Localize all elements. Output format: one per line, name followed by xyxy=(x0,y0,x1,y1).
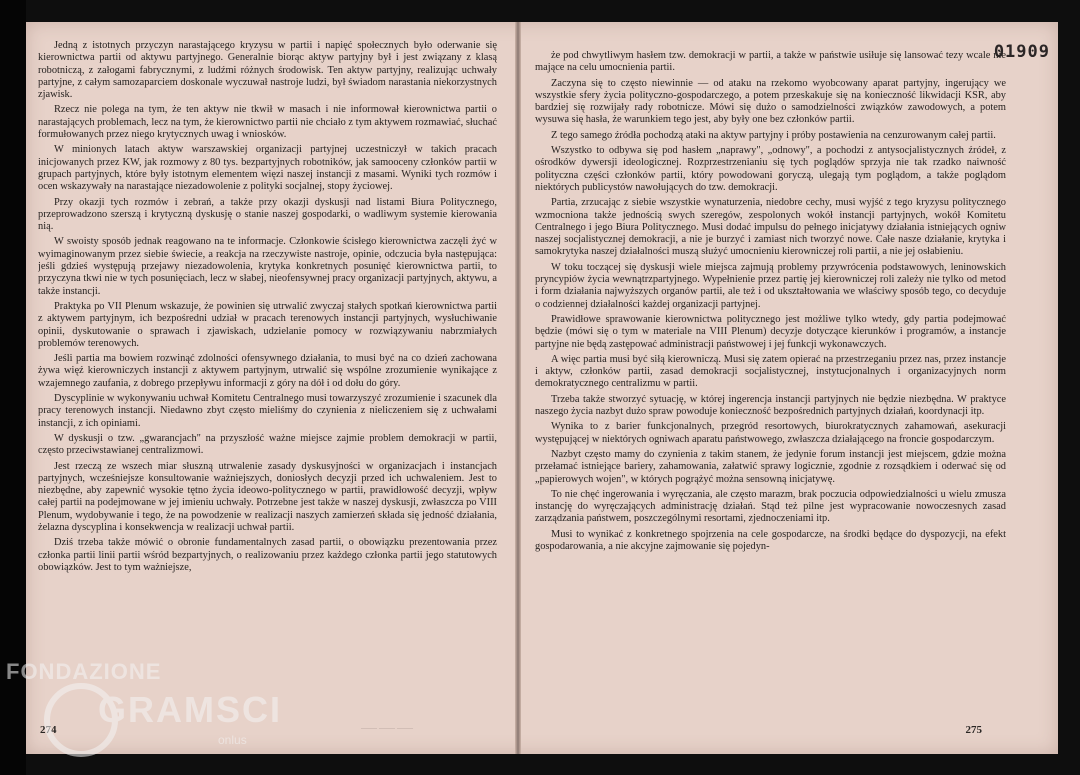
paragraph: Trzeba także stworzyć sytuację, w której ingerencja instancji partyjnych nie będzie niezbędna. W praktyce naszego życia nazbyt dużo spraw powoduje konieczność bezpośrednich partyjnych działań, koordynacji itp. xyxy=(535,393,1006,418)
paragraph: Praktyka po VII Plenum wskazuje, że powinien się utrwalić zwyczaj stałych spotkań kierownictwa partii z aktywem partyjnym, ich bezpośredni udział w pracach terenowych instancji partyjnych, wysłuchiwanie opinii, dyskutowanie o sprawach i zjawiskach, udzielanie pomocy w rozwiązywaniu nabrzmiałych problemów terenowych. xyxy=(38,300,497,349)
paragraph: To nie chęć ingerowania i wyręczania, ale często marazm, brak poczucia odpowiedzialności u wielu zmusza instancję do wyręczających administrację działań. Stąd też pilne jest wypracowanie nowoczesnych zasad zarządzania państwem, poszczególnymi resortami, zjednoczeniami itp. xyxy=(535,488,1006,525)
paragraph: W swoisty sposób jednak reagowano na te informacje. Członkowie ścisłego kierownictwa zaczęli żyć w wyimaginowanym przez siebie świecie, a reakcja na rzeczywiste nastroje, opinie, odczucia była następująca: jeśli gdzieś występują przejawy niezadowolenia, krytyka konkretnych posunięć kierownictwa partii, to przyczyna tkwi nie w tych posunięciach, lecz w słabej, nieofensywnej pracy organizacji partyjnych, aktywu, a także instancji. xyxy=(38,236,497,297)
paragraph: Dziś trzeba także mówić o obronie fundamentalnych zasad partii, o obowiązku prezentowania przez członka partii linii partii wśród bezpartyjnych, o realizowaniu przez każdego członka partii jego statutowych obowiązków. Jest to tym ważniejsze, xyxy=(38,537,497,573)
paragraph: Wynika to z barier funkcjonalnych, przegród resortowych, biurokratycznych zahamowań, asekuracji występującej w niektórych ogniwach aparatu państwowego, zwłaszcza działającego na froncie gospodarczym. xyxy=(535,421,1006,445)
paragraph: A więc partia musi być siłą kierowniczą. Musi się zatem opierać na przestrzeganiu przez nas, przez instancje i aktyw, członków partii, zasad demokracji socjalistycznej, instytucjonalnych i organizacyjnych norm demokratycznego centralizmu w partii. xyxy=(535,353,1006,390)
paragraph: Przy okazji tych rozmów i zebrań, a także przy okazji dyskusji nad listami Biura Politycznego, przeprowadzono szerszą i krytyczną dyskusję o stanie naszej gospodarki, o wadliwym systemie kierowania nią. xyxy=(38,196,497,233)
faint-stamp: —— —— —— xyxy=(361,723,413,732)
paragraph: Musi to wynikać z konkretnego spojrzenia na cele gospodarcze, na środki będące do dyspozycji, na efekt gospodarowania, a nie akcyjne zajmowanie się pojedyn- xyxy=(535,528,1006,552)
paragraph: Dyscyplinie w wykonywaniu uchwał Komitetu Centralnego musi towarzyszyć zrozumienie i szacunek dla pracy terenowych instancji. Niedawno zbyt często mieliśmy do czynienia z nieliczeniem się z uchwałami instancji, z ich opiniami. xyxy=(38,393,497,429)
paragraph: Rzecz nie polega na tym, że ten aktyw nie tkwił w masach i nie informował kierownictwa partii o narastających problemach, lecz na tym, że kierownictwo partii nie chciało z tym aktywem rozmawiać, słuchać formułowanych przez niego krytycznych uwag i wniosków. xyxy=(38,104,497,141)
paragraph: Nazbyt często mamy do czynienia z takim stanem, że jedynie forum instancji jest miejscem, gdzie można przełamać istniejące bariery, zahamowania, załatwić sprawy logicznie, zgodnie z rozsądkiem i oderwać się od „papierowych wojen", w których pogrążyć można sensowną inicjatywę. xyxy=(535,448,1006,485)
right-page-body xyxy=(535,50,1006,702)
watermark-line1: FONDAZIONE xyxy=(6,659,162,684)
watermark-main: GRAMSCI xyxy=(98,689,282,730)
left-page xyxy=(26,22,515,754)
paragraph: że pod chwytliwym hasłem tzw. demokracji w partii, a także w państwie usiłuje się lansować tezy wcale nie mające na celu umocnienia partii. xyxy=(535,50,1006,74)
page-number-left: 274 xyxy=(40,724,57,736)
paragraph: Zaczyna się to często niewinnie — od ataku na rzekomo wyobcowany aparat partyjny, ingerujący we wszystkie sfery życia polityczno-gospodarczego, a potem przeskakuje się na konieczność likwidacji KSR, aby bardziej się rozwijały rady robotnicze. Mówi się dużo o samodzielności związków zawodowych, a potem wysuwa się hasła, że warunkiem tego jest, aby były one bez członków partii. xyxy=(535,77,1006,126)
paragraph: Jest rzeczą ze wszech miar słuszną utrwalenie zasady dyskusyjności w organizacjach i instancjach partyjnych, wcześniejsze konsultowanie ważniejszych, doniosłych decyzji przed ich uchwaleniem. Jest to niezbędne, aby zapewnić wysokie tętno życia ideowo-politycznego w partii, prawidłowość decyzji, wpływ całej partii na podejmowane w jej imieniu uchwały. Potrzebne jest także w naszej dyskusji, zwłaszcza po VIII Plenum, wydobywanie i tego, że na powodzenie w realizacji naszych zamierzeń składa się jedność działania, żelazna dyscyplina i konsekwencja w realizacji uchwał partii. xyxy=(38,460,497,533)
serial-number-stamp: 01909 xyxy=(993,42,1050,62)
left-page-body xyxy=(38,40,497,702)
page-number-right: 275 xyxy=(965,724,982,736)
scan-border xyxy=(0,0,26,775)
book-spread xyxy=(26,22,1058,754)
paragraph: Jeśli partia ma bowiem rozwinąć zdolności ofensywnego działania, to musi być na co dzień zachowana żywa więź kierowniczych instancji z aktywem partyjnym, utrwalić się wspólne zrozumienie wynikające z wzajemnego zaufania, z dobrego przepływu informacji z góry na dół i od dołu do góry. xyxy=(38,353,497,389)
paragraph: W toku toczącej się dyskusji wiele miejsca zajmują problemy przywrócenia podstawowych, leninowskich pryncypiów życia wewnątrzpartyjnego. Wypełnienie przez partię jej kierowniczej roli zależy nie tylko od metod i form działania najwyższych organów partii, ale też i od ukształtowania we właściwy sposób tego, co decyduje o codziennej działalności każdej organizacji partyjnej. xyxy=(535,261,1006,310)
right-page xyxy=(521,22,1058,754)
paragraph: Partia, zrzucając z siebie wszystkie wynaturzenia, niedobre cechy, musi wyjść z tego kryzysu politycznego wzmocniona także jednością swych szeregów, zespolonych wokół instancji partyjnych, wokół Komitetu Centralnego i jego Biura Politycznego. Musi dodać impulsu do pełnego inicjatywy działania istniejących ogniw naszej socjalistycznej demokracji, a nie je burzyć i zamiast nich tworzyć nowe. Całe nasze działanie, krytyka i samokrytyka naszej działalności muszą służyć umocnieniu kierowniczej roli partii, a nie jej osłabieniu. xyxy=(535,197,1006,258)
paragraph: W dyskusji o tzw. „gwarancjach" na przyszłość ważne miejsce zajmie problem demokracji w partii, często przeciwstawianej centralizmowi. xyxy=(38,432,497,457)
paragraph: Z tego samego źródła pochodzą ataki na aktyw partyjny i próby postawienia na cenzurowanym całej partii. xyxy=(551,129,996,141)
paragraph: Wszystko to odbywa się pod hasłem „naprawy", „odnowy", a pochodzi z antysocjalistycznych źródeł, z ośrodków dywersji ideologicznej. Rozprzestrzenianiu się tych poglądów sprzyja nie tak rzadko naiwność polityczna części członków partii, który powodowani goryczą, ulegają tym poglądom, a także poglądom niektórych publicystów nawołujących do tzw. demokracji. xyxy=(535,145,1006,193)
watermark-sub: onlus xyxy=(218,733,247,747)
paragraph: Jedną z istotnych przyczyn narastającego kryzysu w partii i napięć społecznych było oderwanie się kierownictwa partii od aktywu partyjnego. Generalnie biorąc aktyw partyjny był i jest związany z klasą robotniczą, z załogami fabrycznymi, z ludźmi różnych środowisk. Ten aktyw partyjny, realizując uchwały partyjne, z całym samozaparciem doskonale wyczuwał nastroje ludzi, był świadom narastania niekorzystnych zjawisk. xyxy=(38,40,497,101)
paragraph: W minionych latach aktyw warszawskiej organizacji partyjnej uczestniczył w takich pracach inicjowanych przez KW, jak rozmowy z 80 tys. bezpartyjnych robotników, jak samooceny członków partii w grupach partyjnych, które były istotnym elementem więzi naszej instancji z masami. Wyniki tych rozmów i ocen wskazywały na narastające niezadowolenie z polityki socjalnej, stopy życiowej. xyxy=(38,144,497,193)
paragraph: Prawidłowe sprawowanie kierownictwa politycznego jest możliwe tylko wtedy, gdy partia podejmować będzie (mówi się o tym w materiale na VIII Plenum) decyzje dotyczące kierunków i programów, a instancje partyjne nie będą zastępować administracji państwowej i jej funkcji wykonawczych. xyxy=(535,313,1006,350)
